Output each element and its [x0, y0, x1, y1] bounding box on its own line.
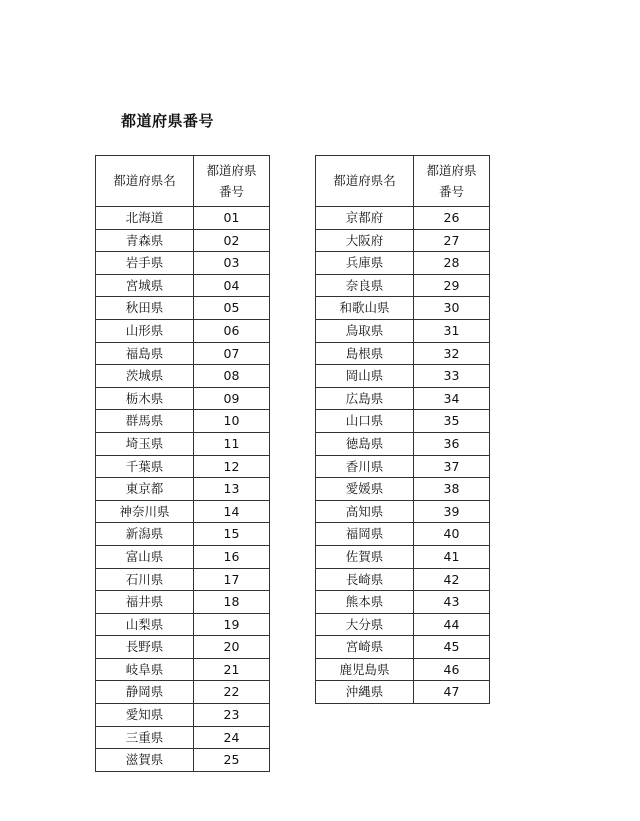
prefecture-number-cell: 32 — [414, 342, 490, 365]
prefecture-number-cell: 15 — [194, 523, 270, 546]
table-row — [316, 432, 490, 455]
prefecture-name-cell: 大阪府 — [316, 229, 414, 252]
prefecture-name-cell: 東京都 — [96, 478, 194, 501]
prefecture-name-cell: 岐阜県 — [96, 658, 194, 681]
table-row — [96, 478, 270, 501]
prefecture-name-cell: 兵庫県 — [316, 252, 414, 275]
prefecture-name-cell: 福島県 — [96, 342, 194, 365]
table-row — [316, 274, 490, 297]
prefecture-number-cell: 07 — [194, 342, 270, 365]
prefecture-number-cell: 20 — [194, 636, 270, 659]
table-body-left — [96, 207, 270, 772]
prefecture-number-cell: 35 — [414, 410, 490, 433]
prefecture-name-cell: 長野県 — [96, 636, 194, 659]
column-header-name: 都道府県名 — [96, 156, 194, 207]
column-header-number — [194, 156, 270, 207]
prefecture-number-cell: 08 — [194, 365, 270, 388]
table-row — [316, 207, 490, 230]
prefecture-name-cell: 熊本県 — [316, 591, 414, 614]
prefecture-number-cell: 46 — [414, 658, 490, 681]
prefecture-number-cell: 39 — [414, 500, 490, 523]
prefecture-number-cell: 21 — [194, 658, 270, 681]
prefecture-name-cell: 高知県 — [316, 500, 414, 523]
prefecture-name-cell: 鳥取県 — [316, 319, 414, 342]
table-row — [96, 613, 270, 636]
prefecture-number-cell: 09 — [194, 387, 270, 410]
column-header-number-line2: 番号 — [438, 184, 464, 199]
table-row — [96, 207, 270, 230]
table-row — [96, 545, 270, 568]
column-header-number-line2: 番号 — [218, 184, 244, 199]
table-row — [96, 297, 270, 320]
table-row — [316, 387, 490, 410]
prefecture-number-cell: 43 — [414, 591, 490, 614]
table-row — [316, 545, 490, 568]
table-row — [316, 319, 490, 342]
table-row — [96, 500, 270, 523]
prefecture-table-left — [95, 155, 270, 772]
table-row — [316, 410, 490, 433]
table-row — [96, 252, 270, 275]
prefecture-number-cell: 38 — [414, 478, 490, 501]
table-header-row — [316, 156, 490, 207]
table-row — [316, 478, 490, 501]
prefecture-number-cell: 06 — [194, 319, 270, 342]
prefecture-number-cell: 17 — [194, 568, 270, 591]
prefecture-number-cell: 33 — [414, 365, 490, 388]
prefecture-name-cell: 徳島県 — [316, 432, 414, 455]
prefecture-number-cell: 23 — [194, 704, 270, 727]
table-row — [316, 523, 490, 546]
prefecture-number-cell: 28 — [414, 252, 490, 275]
prefecture-name-cell: 群馬県 — [96, 410, 194, 433]
table-row — [96, 387, 270, 410]
table-body-right — [316, 207, 490, 704]
table-row — [96, 523, 270, 546]
table-row — [96, 410, 270, 433]
table-row — [96, 229, 270, 252]
prefecture-name-cell: 大分県 — [316, 613, 414, 636]
prefecture-name-cell: 福岡県 — [316, 523, 414, 546]
prefecture-name-cell: 北海道 — [96, 207, 194, 230]
prefecture-number-cell: 42 — [414, 568, 490, 591]
prefecture-name-cell: 長崎県 — [316, 568, 414, 591]
prefecture-number-cell: 29 — [414, 274, 490, 297]
prefecture-name-cell: 栃木県 — [96, 387, 194, 410]
prefecture-name-cell: 千葉県 — [96, 455, 194, 478]
table-row — [316, 681, 490, 704]
prefecture-number-cell: 47 — [414, 681, 490, 704]
prefecture-name-cell: 和歌山県 — [316, 297, 414, 320]
prefecture-number-cell: 25 — [194, 749, 270, 772]
prefecture-number-cell: 40 — [414, 523, 490, 546]
prefecture-number-cell: 13 — [194, 478, 270, 501]
prefecture-name-cell: 秋田県 — [96, 297, 194, 320]
prefecture-number-cell: 05 — [194, 297, 270, 320]
prefecture-number-cell: 26 — [414, 207, 490, 230]
table-row — [96, 726, 270, 749]
prefecture-number-cell: 02 — [194, 229, 270, 252]
prefecture-name-cell: 静岡県 — [96, 681, 194, 704]
prefecture-name-cell: 山梨県 — [96, 613, 194, 636]
column-header-number-line1: 都道府県 — [426, 163, 477, 178]
prefecture-number-cell: 36 — [414, 432, 490, 455]
prefecture-name-cell: 京都府 — [316, 207, 414, 230]
prefecture-number-cell: 30 — [414, 297, 490, 320]
column-header-number — [414, 156, 490, 207]
prefecture-name-cell: 香川県 — [316, 455, 414, 478]
table-row — [96, 636, 270, 659]
table-row — [316, 613, 490, 636]
table-row — [316, 342, 490, 365]
prefecture-number-cell: 04 — [194, 274, 270, 297]
table-row — [316, 365, 490, 388]
prefecture-number-cell: 44 — [414, 613, 490, 636]
prefecture-name-cell: 新潟県 — [96, 523, 194, 546]
prefecture-number-cell: 14 — [194, 500, 270, 523]
prefecture-number-cell: 31 — [414, 319, 490, 342]
prefecture-name-cell: 愛知県 — [96, 704, 194, 727]
prefecture-name-cell: 岩手県 — [96, 252, 194, 275]
prefecture-number-cell: 10 — [194, 410, 270, 433]
table-row — [96, 568, 270, 591]
prefecture-name-cell: 島根県 — [316, 342, 414, 365]
table-row — [96, 432, 270, 455]
table-row — [316, 568, 490, 591]
prefecture-table-right — [315, 155, 490, 704]
prefecture-name-cell: 奈良県 — [316, 274, 414, 297]
prefecture-number-cell: 34 — [414, 387, 490, 410]
prefecture-number-cell: 03 — [194, 252, 270, 275]
prefecture-number-cell: 41 — [414, 545, 490, 568]
table-row — [96, 681, 270, 704]
prefecture-number-cell: 22 — [194, 681, 270, 704]
prefecture-name-cell: 神奈川県 — [96, 500, 194, 523]
prefecture-number-cell: 37 — [414, 455, 490, 478]
prefecture-name-cell: 宮崎県 — [316, 636, 414, 659]
table-row — [96, 658, 270, 681]
table-row — [316, 455, 490, 478]
prefecture-name-cell: 広島県 — [316, 387, 414, 410]
prefecture-name-cell: 富山県 — [96, 545, 194, 568]
table-row — [96, 274, 270, 297]
prefecture-number-cell: 12 — [194, 455, 270, 478]
table-row — [96, 319, 270, 342]
prefecture-name-cell: 鹿児島県 — [316, 658, 414, 681]
prefecture-number-cell: 24 — [194, 726, 270, 749]
prefecture-name-cell: 福井県 — [96, 591, 194, 614]
prefecture-number-cell: 11 — [194, 432, 270, 455]
column-header-name: 都道府県名 — [316, 156, 414, 207]
table-row — [96, 365, 270, 388]
prefecture-name-cell: 宮城県 — [96, 274, 194, 297]
prefecture-number-cell: 18 — [194, 591, 270, 614]
prefecture-name-cell: 石川県 — [96, 568, 194, 591]
prefecture-name-cell: 山口県 — [316, 410, 414, 433]
table-row — [316, 500, 490, 523]
prefecture-number-cell: 16 — [194, 545, 270, 568]
table-row — [316, 229, 490, 252]
table-row — [96, 749, 270, 772]
prefecture-number-cell: 27 — [414, 229, 490, 252]
prefecture-number-cell: 45 — [414, 636, 490, 659]
prefecture-name-cell: 埼玉県 — [96, 432, 194, 455]
prefecture-name-cell: 沖縄県 — [316, 681, 414, 704]
prefecture-name-cell: 山形県 — [96, 319, 194, 342]
prefecture-name-cell: 佐賀県 — [316, 545, 414, 568]
table-row — [96, 455, 270, 478]
prefecture-name-cell: 青森県 — [96, 229, 194, 252]
prefecture-name-cell: 愛媛県 — [316, 478, 414, 501]
prefecture-number-cell: 19 — [194, 613, 270, 636]
table-row — [316, 252, 490, 275]
table-header-row — [96, 156, 270, 207]
table-row — [96, 591, 270, 614]
page-title: 都道府県番号 — [121, 112, 215, 130]
prefecture-name-cell: 三重県 — [96, 726, 194, 749]
column-header-number-line1: 都道府県 — [206, 163, 257, 178]
prefecture-number-cell: 01 — [194, 207, 270, 230]
table-row — [96, 704, 270, 727]
table-row — [96, 342, 270, 365]
table-row — [316, 591, 490, 614]
prefecture-name-cell: 岡山県 — [316, 365, 414, 388]
table-row — [316, 636, 490, 659]
table-row — [316, 297, 490, 320]
table-row — [316, 658, 490, 681]
prefecture-name-cell: 滋賀県 — [96, 749, 194, 772]
prefecture-name-cell: 茨城県 — [96, 365, 194, 388]
